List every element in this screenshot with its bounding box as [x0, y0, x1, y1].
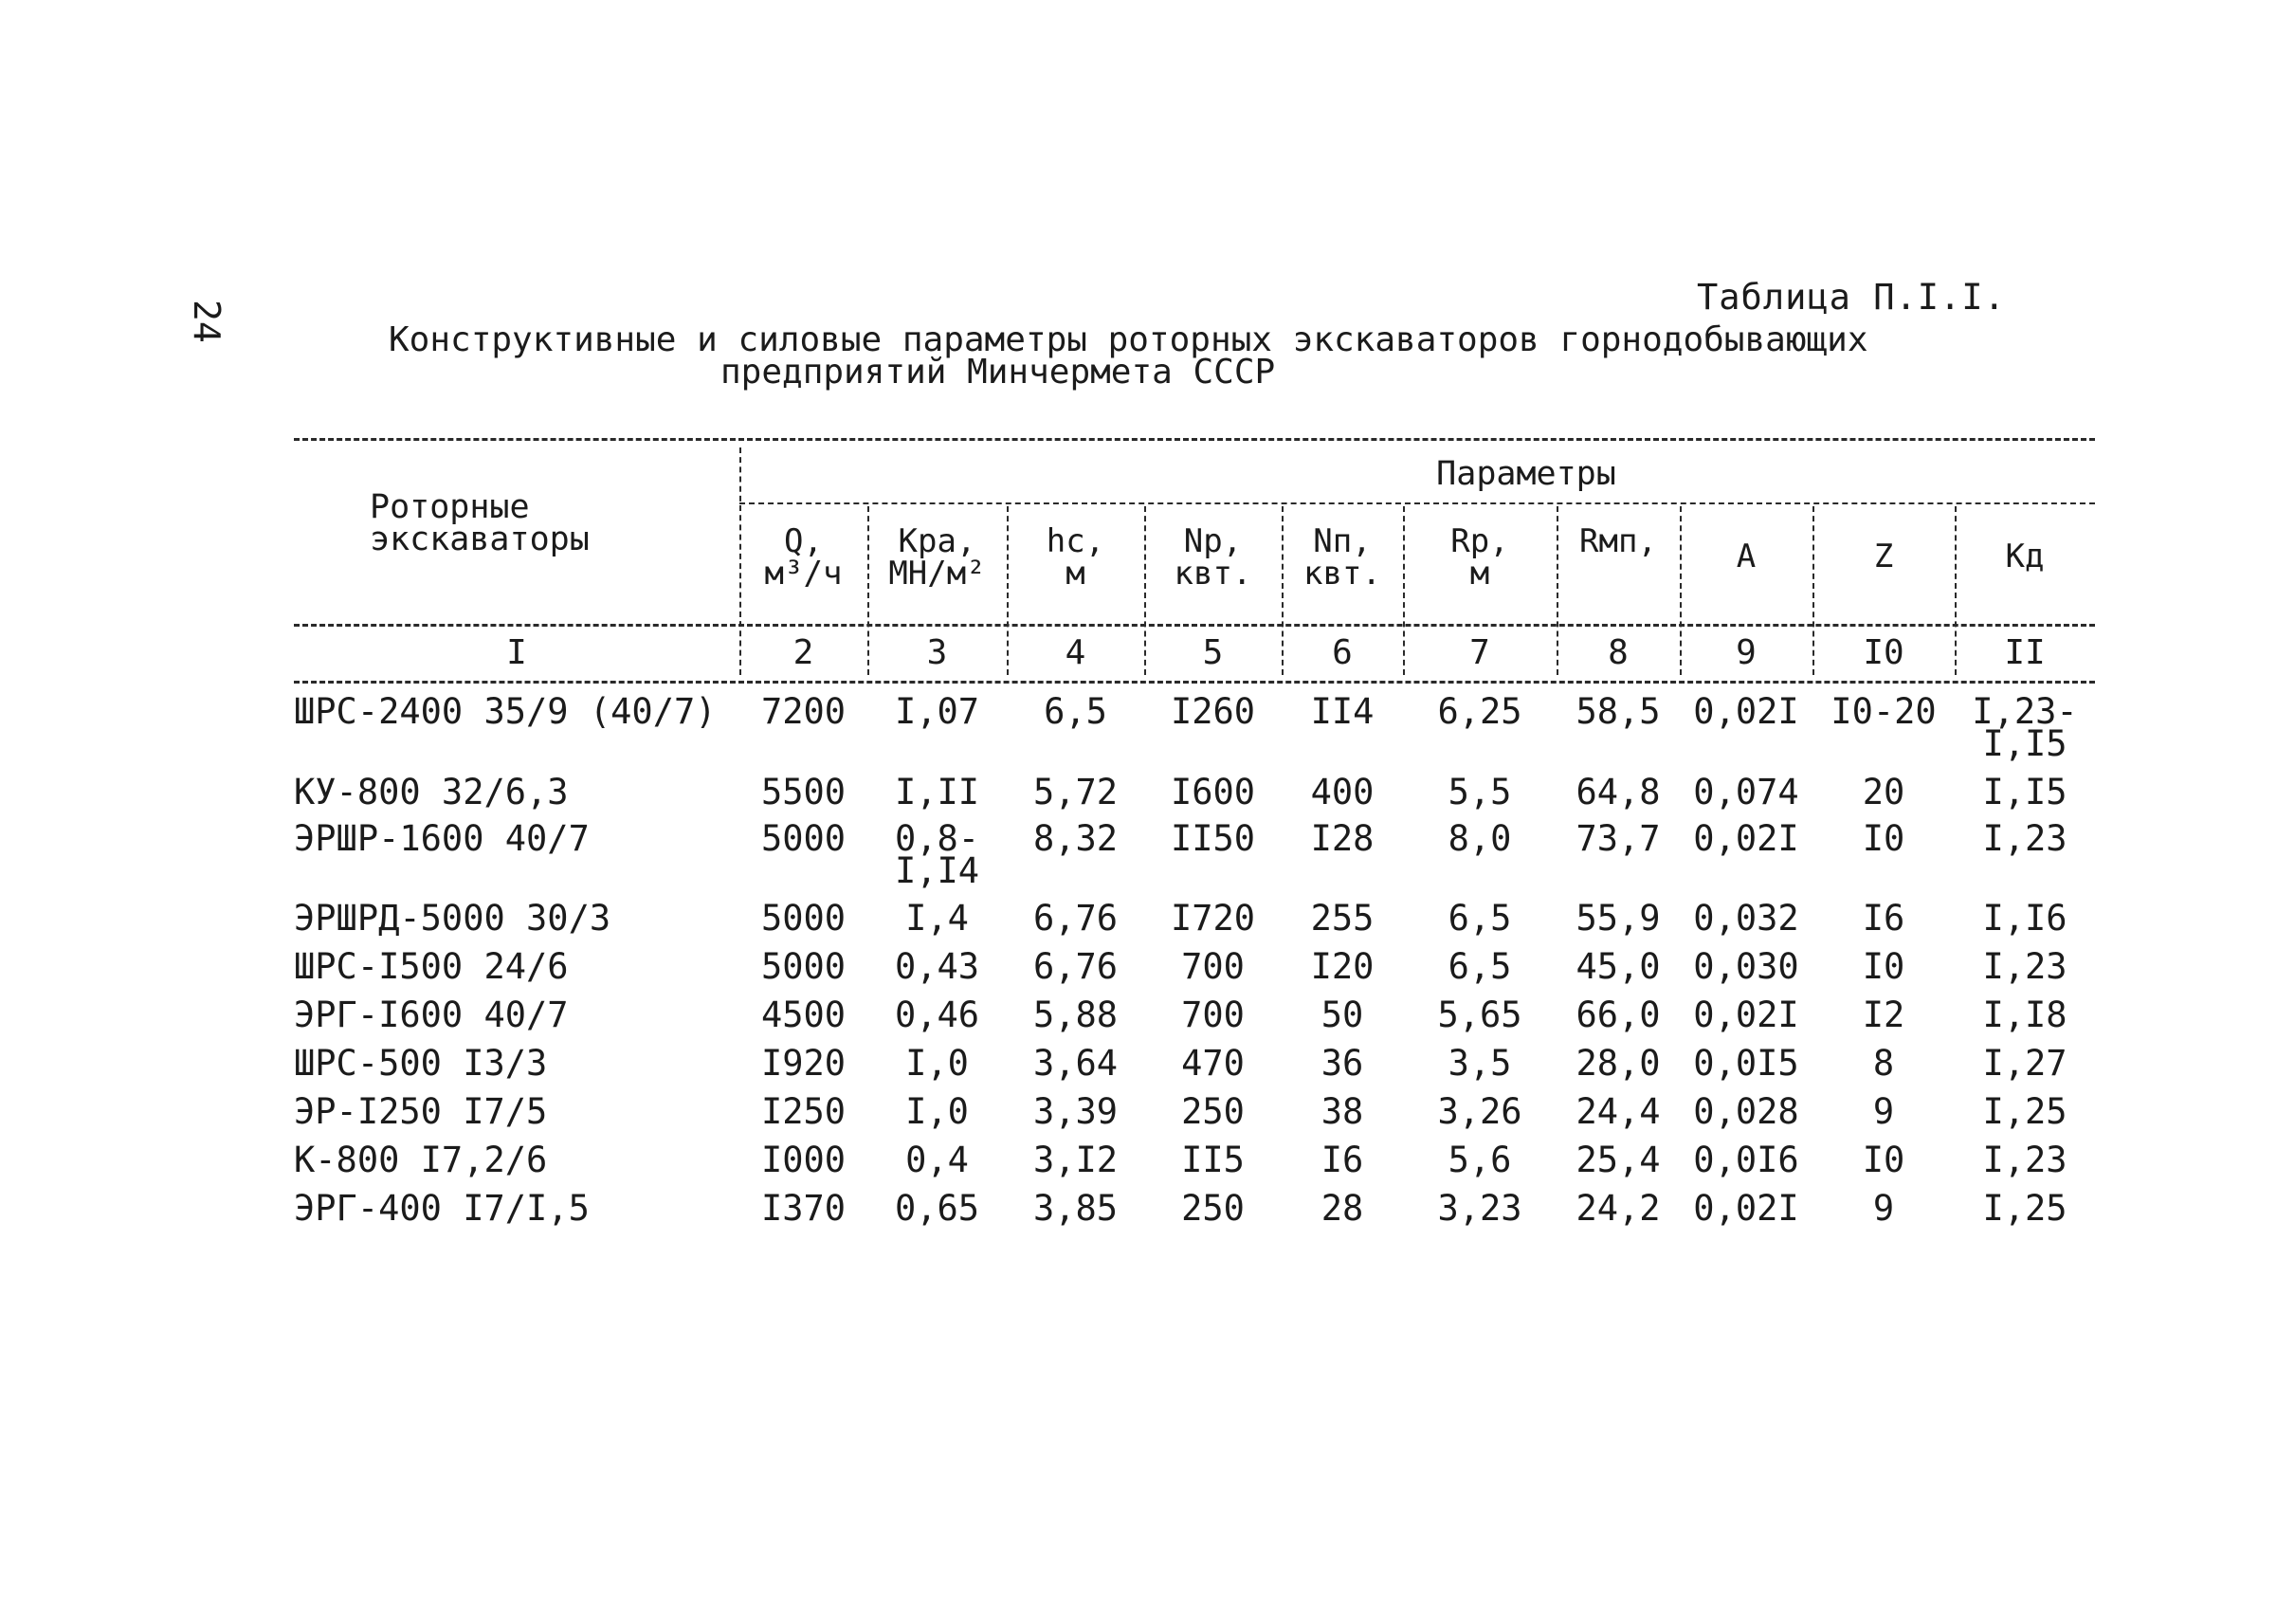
cell-kf: 0,65 — [894, 1188, 980, 1229]
cell-nn: 400 — [1310, 772, 1375, 812]
cell-rm: 73,7 — [1576, 818, 1661, 859]
cell-nn: 50 — [1321, 994, 1364, 1035]
cell-kd: I,23- — [1972, 691, 2078, 732]
cell-rp: 5,65 — [1437, 994, 1522, 1035]
cell-kf: 0,46 — [894, 994, 980, 1035]
cell-kd: I,25 — [1982, 1091, 2067, 1132]
cell-kf-cont: I,I4 — [894, 850, 980, 891]
cell-hc: 5,72 — [1032, 772, 1119, 812]
cell-np: I600 — [1170, 772, 1256, 812]
cell-rm: 55,9 — [1576, 898, 1661, 939]
page-number: 24 — [186, 300, 228, 343]
col-q-header — [739, 522, 867, 593]
cell-a: 0,030 — [1693, 946, 1799, 987]
cell-nn: 255 — [1310, 898, 1375, 939]
table-top-rule — [294, 438, 2095, 441]
col-rm-header — [1557, 522, 1680, 560]
cell-np: II5 — [1181, 1140, 1245, 1180]
col-hc-symbol: hc, — [1046, 522, 1105, 560]
col-nn-header — [1282, 522, 1403, 593]
title-line-2: предприятий Минчермета СССР — [720, 353, 1276, 392]
params-group-rule — [739, 502, 2095, 504]
cell-z: 20 — [1862, 772, 1905, 812]
col-a-symbol: A — [1736, 538, 1757, 575]
cell-kd: I,I6 — [1982, 898, 2067, 939]
cell-kd: I,25 — [1982, 1188, 2067, 1229]
cell-rm: 28,0 — [1576, 1043, 1661, 1084]
cell-np: 700 — [1181, 946, 1245, 987]
cell-nn: I6 — [1321, 1140, 1364, 1180]
cell-rp: 6,5 — [1448, 898, 1512, 939]
col-number-9: 9 — [1736, 633, 1757, 672]
cell-a: 0,0I5 — [1693, 1043, 1799, 1084]
cell-hc: 6,5 — [1044, 691, 1107, 732]
cell-hc: 6,76 — [1032, 946, 1119, 987]
col-z-symbol: Z — [1873, 538, 1894, 575]
cell-z: I0 — [1862, 1140, 1905, 1180]
row-name: ЭРГ-I600 40/7 — [294, 994, 569, 1035]
cell-q: I000 — [760, 1140, 847, 1180]
cell-nn: 36 — [1321, 1043, 1364, 1084]
row-name: ЭРШР-1600 40/7 — [294, 818, 590, 859]
cell-kd-cont: I,I5 — [1982, 723, 2067, 764]
title-line-1: Конструктивные и силовые параметры роторных экскаваторов горнодобывающих — [389, 320, 1868, 359]
group-header: Параметры — [1436, 455, 1616, 493]
cell-rm: 45,0 — [1576, 946, 1661, 987]
col-q-unit: м³/ч — [764, 555, 843, 593]
cell-a: 0,02I — [1693, 994, 1799, 1035]
cell-np: 250 — [1181, 1188, 1245, 1229]
col-number-8: 8 — [1608, 633, 1629, 672]
col-np-header — [1144, 522, 1282, 593]
col-hc-header — [1007, 522, 1144, 593]
row-name: ШРС-I500 24/6 — [294, 946, 569, 987]
row-name: ЭРГ-400 I7/I,5 — [294, 1188, 590, 1229]
table-title — [389, 320, 1868, 392]
col-nn-unit: квт. — [1303, 555, 1381, 593]
col-number-7: 7 — [1469, 633, 1490, 672]
cell-a: 0,0I6 — [1693, 1140, 1799, 1180]
col-number-4: 4 — [1065, 633, 1086, 672]
cell-nn: I28 — [1310, 818, 1375, 859]
cell-rp: 8,0 — [1448, 818, 1512, 859]
col-kf-unit: МН/м² — [888, 555, 986, 593]
col-q-symbol: Q, — [784, 522, 823, 560]
header-bottom-rule — [294, 624, 2095, 627]
cell-rm: 25,4 — [1576, 1140, 1661, 1180]
col-rp-symbol: Rp, — [1450, 522, 1509, 560]
cell-rm: 24,4 — [1576, 1091, 1661, 1132]
cell-a: 0,028 — [1693, 1091, 1799, 1132]
cell-hc: 3,I2 — [1032, 1140, 1119, 1180]
cell-z: I2 — [1862, 994, 1905, 1035]
col-number-2: 2 — [792, 633, 814, 672]
cell-rm: 64,8 — [1576, 772, 1661, 812]
cell-hc: 3,64 — [1032, 1043, 1119, 1084]
row-name: ЭР-I250 I7/5 — [294, 1091, 548, 1132]
cell-z: 8 — [1872, 1043, 1895, 1084]
col-number-3: 3 — [926, 633, 948, 672]
col-rp-unit: м — [1469, 555, 1490, 593]
cell-rp: 6,5 — [1448, 946, 1512, 987]
cell-kd: I,I5 — [1982, 772, 2067, 812]
col-z-header — [1812, 540, 1955, 573]
col-number-1: I — [506, 633, 527, 672]
col-nn-symbol: Nп, — [1313, 522, 1372, 560]
cell-rp: 3,23 — [1437, 1188, 1522, 1229]
cell-kf: I,0 — [905, 1043, 969, 1084]
cell-kd: I,27 — [1982, 1043, 2067, 1084]
cell-kf: 0,4 — [905, 1140, 969, 1180]
cell-nn: 38 — [1321, 1091, 1364, 1132]
cell-hc: 3,85 — [1032, 1188, 1119, 1229]
cell-nn: 28 — [1321, 1188, 1364, 1229]
cell-q: 4500 — [760, 994, 847, 1035]
cell-a: 0,074 — [1693, 772, 1799, 812]
cell-rp: 3,26 — [1437, 1091, 1522, 1132]
row-name: ШРС-500 I3/3 — [294, 1043, 548, 1084]
col-np-unit: квт. — [1174, 555, 1252, 593]
cell-rp: 3,5 — [1448, 1043, 1512, 1084]
col-kd-symbol: Кд — [2005, 538, 2045, 575]
cell-hc: 5,88 — [1032, 994, 1119, 1035]
cell-rm: 58,5 — [1576, 691, 1661, 732]
row-name: ЭРШРД-5000 30/3 — [294, 898, 611, 939]
cell-np: 700 — [1181, 994, 1245, 1035]
cell-kf: 0,43 — [894, 946, 980, 987]
cell-a: 0,02I — [1693, 691, 1799, 732]
cell-q: 5000 — [760, 946, 847, 987]
cell-kf: I,0 — [905, 1091, 969, 1132]
cell-rp: 5,6 — [1448, 1140, 1512, 1180]
cell-np: 470 — [1181, 1043, 1245, 1084]
cell-kd: I,23 — [1982, 946, 2067, 987]
row-header: Роторные экскаваторы — [370, 488, 590, 558]
cell-z: I6 — [1862, 898, 1905, 939]
col-np-symbol: Np, — [1183, 522, 1243, 560]
col-number-10: I0 — [1863, 633, 1904, 672]
cell-kd: I,23 — [1982, 1140, 2067, 1180]
cell-kf: I,4 — [905, 898, 969, 939]
cell-np: I260 — [1170, 691, 1256, 732]
table-label: Таблица П.І.І. — [1697, 277, 2006, 318]
row-name: ШРС-2400 35/9 (40/7) — [294, 691, 717, 732]
cell-z: I0 — [1862, 946, 1905, 987]
cell-rm: 66,0 — [1576, 994, 1661, 1035]
col-kf-symbol: Кра, — [898, 522, 976, 560]
cell-kf: I,II — [894, 772, 980, 812]
cell-nn: I20 — [1310, 946, 1375, 987]
cell-kf: I,07 — [894, 691, 980, 732]
cell-hc: 6,76 — [1032, 898, 1119, 939]
col-hc-unit: м — [1066, 555, 1085, 593]
col-number-11: II — [2004, 633, 2046, 672]
cell-q: 5000 — [760, 898, 847, 939]
cell-q: 5000 — [760, 818, 847, 859]
cell-q: I370 — [760, 1188, 847, 1229]
cell-hc: 3,39 — [1032, 1091, 1119, 1132]
cell-q: 5500 — [760, 772, 847, 812]
cell-z: 9 — [1872, 1188, 1895, 1229]
cell-nn: II4 — [1310, 691, 1375, 732]
cell-z: I0 — [1862, 818, 1905, 859]
cell-kd: I,23 — [1982, 818, 2067, 859]
cell-a: 0,02I — [1693, 1188, 1799, 1229]
cell-rp: 6,25 — [1437, 691, 1522, 732]
cell-rp: 5,5 — [1448, 772, 1512, 812]
cell-z: I0-20 — [1831, 691, 1937, 732]
cell-q: I920 — [760, 1043, 847, 1084]
col-number-6: 6 — [1332, 633, 1353, 672]
col-a-header — [1680, 540, 1812, 573]
col-rm-symbol: Rмп, — [1579, 522, 1657, 560]
row-name: КУ-800 32/6,3 — [294, 772, 569, 812]
cell-np: I720 — [1170, 898, 1256, 939]
cell-a: 0,032 — [1693, 898, 1799, 939]
cell-z: 9 — [1872, 1091, 1895, 1132]
cell-kd: I,I8 — [1982, 994, 2067, 1035]
cell-np: II50 — [1170, 818, 1256, 859]
col-number-5: 5 — [1202, 633, 1224, 672]
col-rp-header — [1403, 522, 1557, 593]
cell-np: 250 — [1181, 1091, 1245, 1132]
cell-a: 0,02I — [1693, 818, 1799, 859]
cell-hc: 8,32 — [1032, 818, 1119, 859]
cell-q: I250 — [760, 1091, 847, 1132]
cell-kf: 0,8- — [894, 818, 980, 859]
cell-q: 7200 — [760, 691, 847, 732]
col-kf-header — [867, 522, 1007, 593]
col-kd-header — [1955, 540, 2095, 573]
row-name: К-800 I7,2/6 — [294, 1140, 548, 1180]
numbers-bottom-rule — [294, 681, 2095, 684]
cell-rm: 24,2 — [1576, 1188, 1661, 1229]
